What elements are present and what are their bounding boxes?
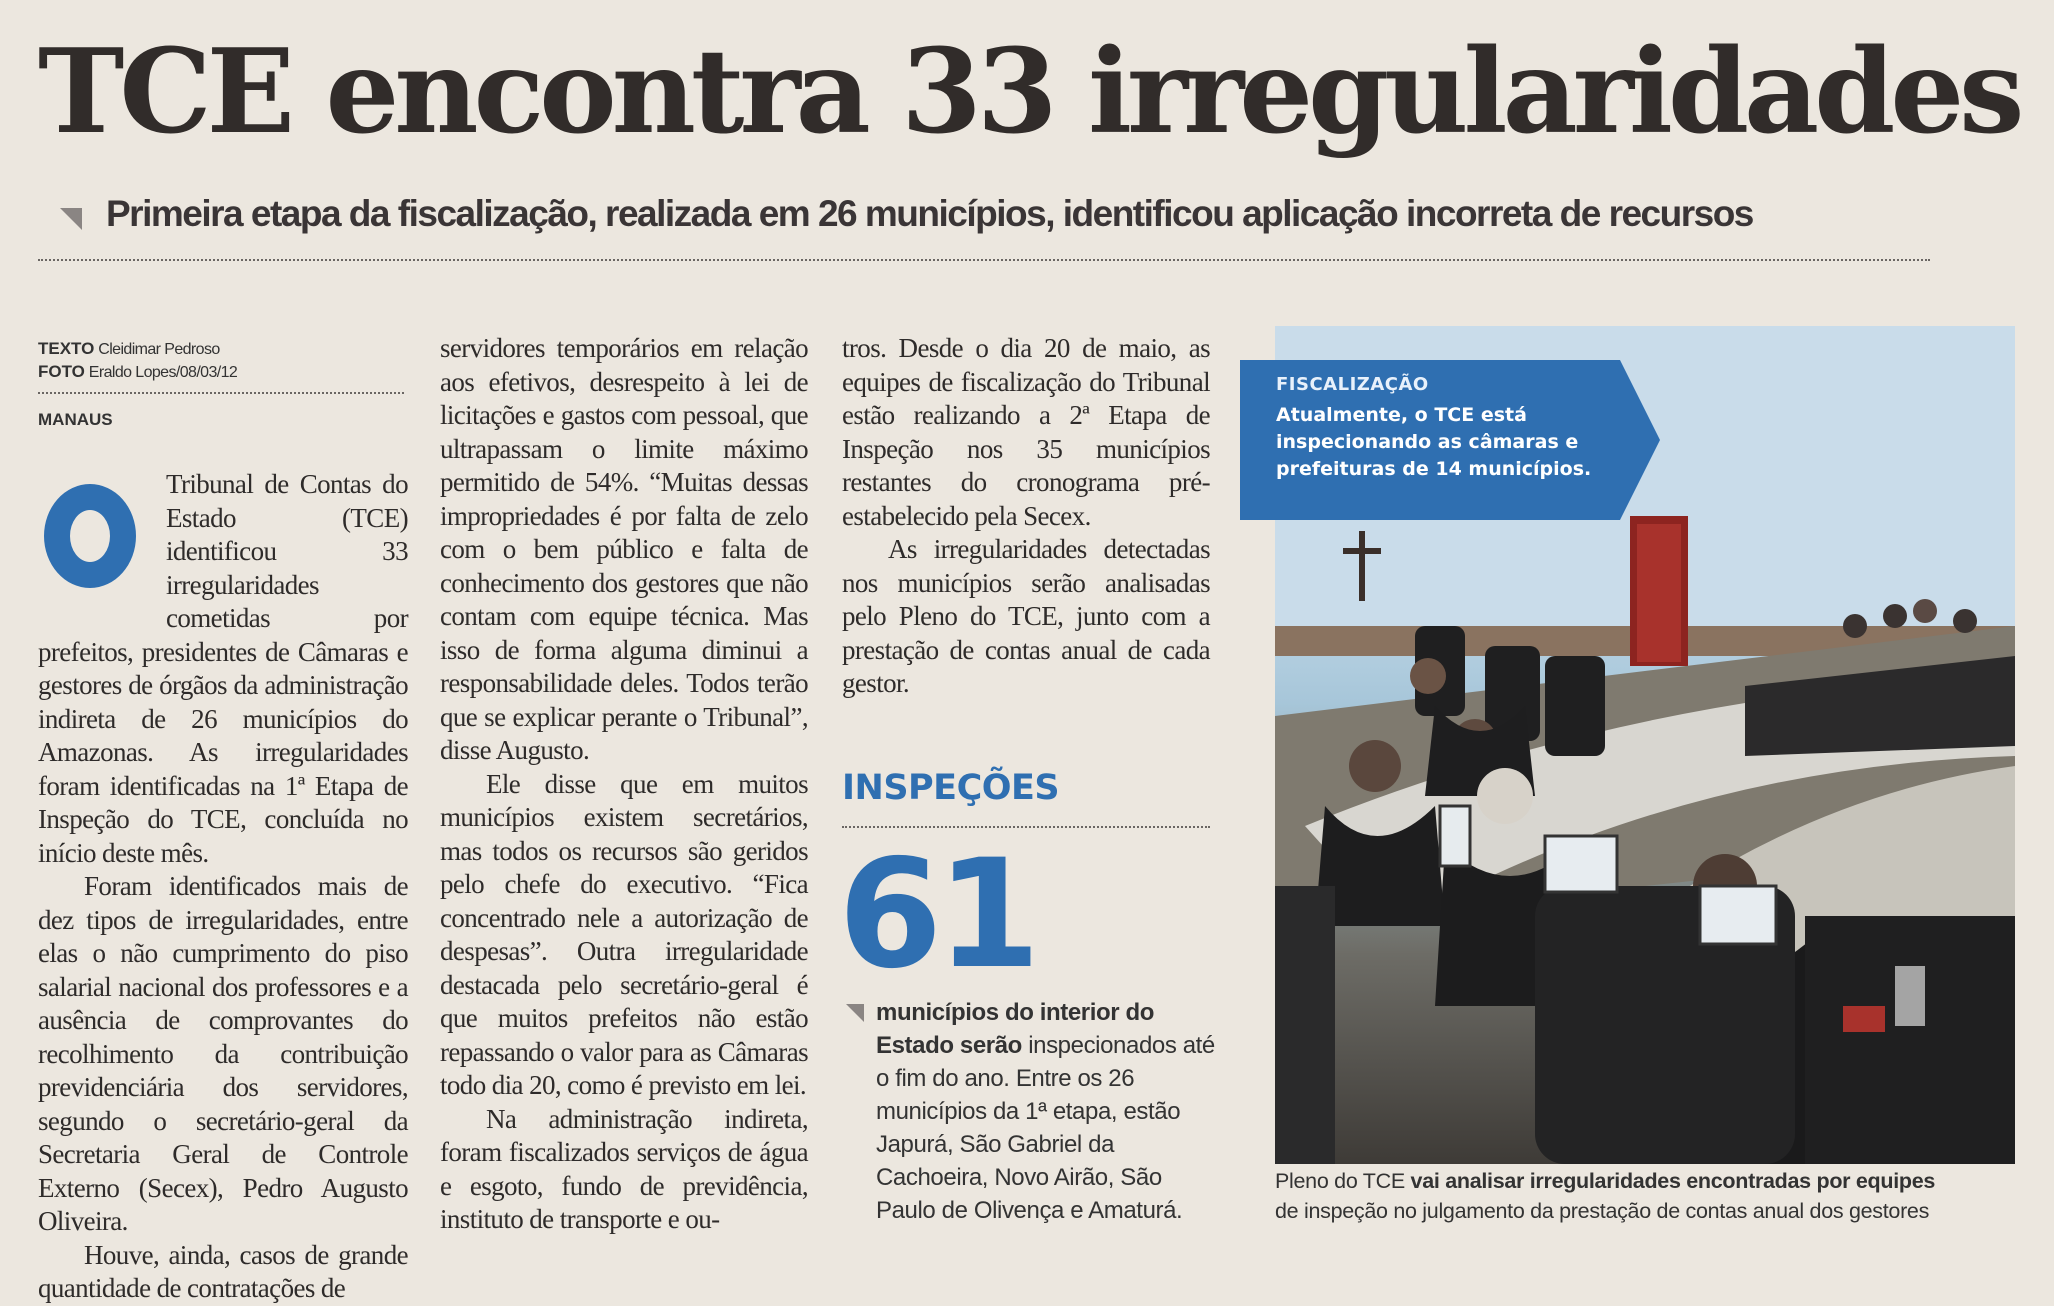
header-divider — [38, 259, 1930, 261]
article-paragraph: tros. Desde o dia 20 de maio, as equipes de fiscalização do Tribunal estão realizando a 2ª Etapa de Inspeção nos 35 municípios restantes do cronograma pré-estabelecido pela Secex. — [842, 333, 1210, 531]
factbox-text — [876, 996, 1216, 1227]
caption-rest: de inspeção no julgamento da prestação de contas anual dos gestores — [1275, 1199, 1930, 1223]
article-paragraph: servidores temporários em relação aos efetivos, desrespeito à lei de licitações e gastos com pessoal, que ultrapassam o limite máximo permitido de 54%. “Muitas dessas impropriedades é por falta de zelo com o bem público e falta de conhecimento dos gestores que não contam com equipe técnica. Mas isso de forma alguma diminui a responsabilidade deles. Todos terão que se explicar perante o Tribunal”, disse Augusto. — [440, 333, 808, 765]
article-column-3 — [842, 332, 1210, 701]
article-paragraph: Houve, ainda, casos de grande quantidade de contratações de — [38, 1239, 408, 1303]
byline-author: Cleidimar Pedroso — [98, 341, 220, 358]
factbox-number: 61 — [838, 828, 1035, 1002]
factbox-text-bold: municípios do interior do Estado serão — [876, 999, 1155, 1059]
article-paragraph: Na administração indireta, foram fiscalizados serviços de água e esgoto, fundo de previdência, instituto de transporte e ou- — [440, 1103, 808, 1234]
callout-label: FISCALIZAÇÃO — [1276, 374, 1429, 395]
byline-text-label: TEXTO — [38, 339, 95, 358]
byline-divider — [38, 392, 404, 394]
dropcap-letter-o — [44, 484, 136, 588]
caption-bold: vai analisar irregularidades encontradas por equipes — [1410, 1169, 1936, 1193]
photo-callout — [1240, 360, 1660, 520]
dateline: MANAUS — [38, 410, 113, 429]
headline: TCE encontra 33 irregularidades — [38, 24, 2020, 160]
subheadline-triangle-icon — [60, 208, 82, 230]
subheadline: Primeira etapa da fiscalização, realizada em 26 municípios, identificou aplicação incorreta de recursos — [106, 193, 1753, 234]
photo-caption — [1275, 1166, 2035, 1226]
article-column-2 — [440, 332, 808, 1237]
byline-photo-label: FOTO — [38, 362, 85, 381]
article-paragraph: Ele disse que em muitos municípios existem secretários, mas todos os recursos são geridos pelo chefe do executivo. “Fica concentrado nele a autorização de despesas”. Outra irregularidade destacada pelo secretário-geral é que muitos prefeitos não estão repassando o valor para as Câmaras todo dia 20, como é previsto em lei. — [440, 768, 808, 1100]
dropcap — [38, 474, 162, 612]
byline — [38, 338, 408, 384]
callout-text: Atualmente, o TCE está inspecionando as câmaras e prefeituras de 14 municípios. — [1276, 404, 1592, 480]
article-column-1 — [38, 468, 408, 1306]
factbox-text-rest: inspecionados até o fim do ano. Entre os 26 municípios da 1ª etapa, estão Japurá, São Gabriel da Cachoeira, Novo Airão, São Paulo de Olivença e Amaturá. — [876, 1032, 1215, 1224]
caption-lead: Pleno do TCE — [1275, 1169, 1411, 1193]
byline-photo-credit: Eraldo Lopes/08/03/12 — [88, 364, 238, 381]
article-paragraph: Foram identificados mais de dez tipos de irregularidades, entre elas o não cumprimento do piso salarial nacional dos professores e a ausência de comprovantes do recolhimento da contribuição previdenciária dos servidores, segundo o secretário-geral da Secretaria Geral de Controle Externo (Secex), Pedro Augusto Oliveira. — [38, 871, 408, 1236]
article-paragraph: Tribunal de Contas do Estado (TCE) identificou 33 irregularidades cometidas por prefeitos, presidentes de Câmaras e gestores de órgãos da administração indireta de 26 municípios do Amazonas. As irregularidades foram identificadas na 1ª Etapa de Inspeção do TCE, concluída no início deste mês. — [38, 469, 408, 868]
factbox-triangle-icon — [846, 1004, 864, 1022]
article-paragraph: As irregularidades detectadas nos municípios serão analisadas pelo Pleno do TCE, junto com a prestação de contas anual de cada gestor. — [842, 534, 1210, 698]
factbox-title: INSPEÇÕES — [842, 768, 1060, 808]
